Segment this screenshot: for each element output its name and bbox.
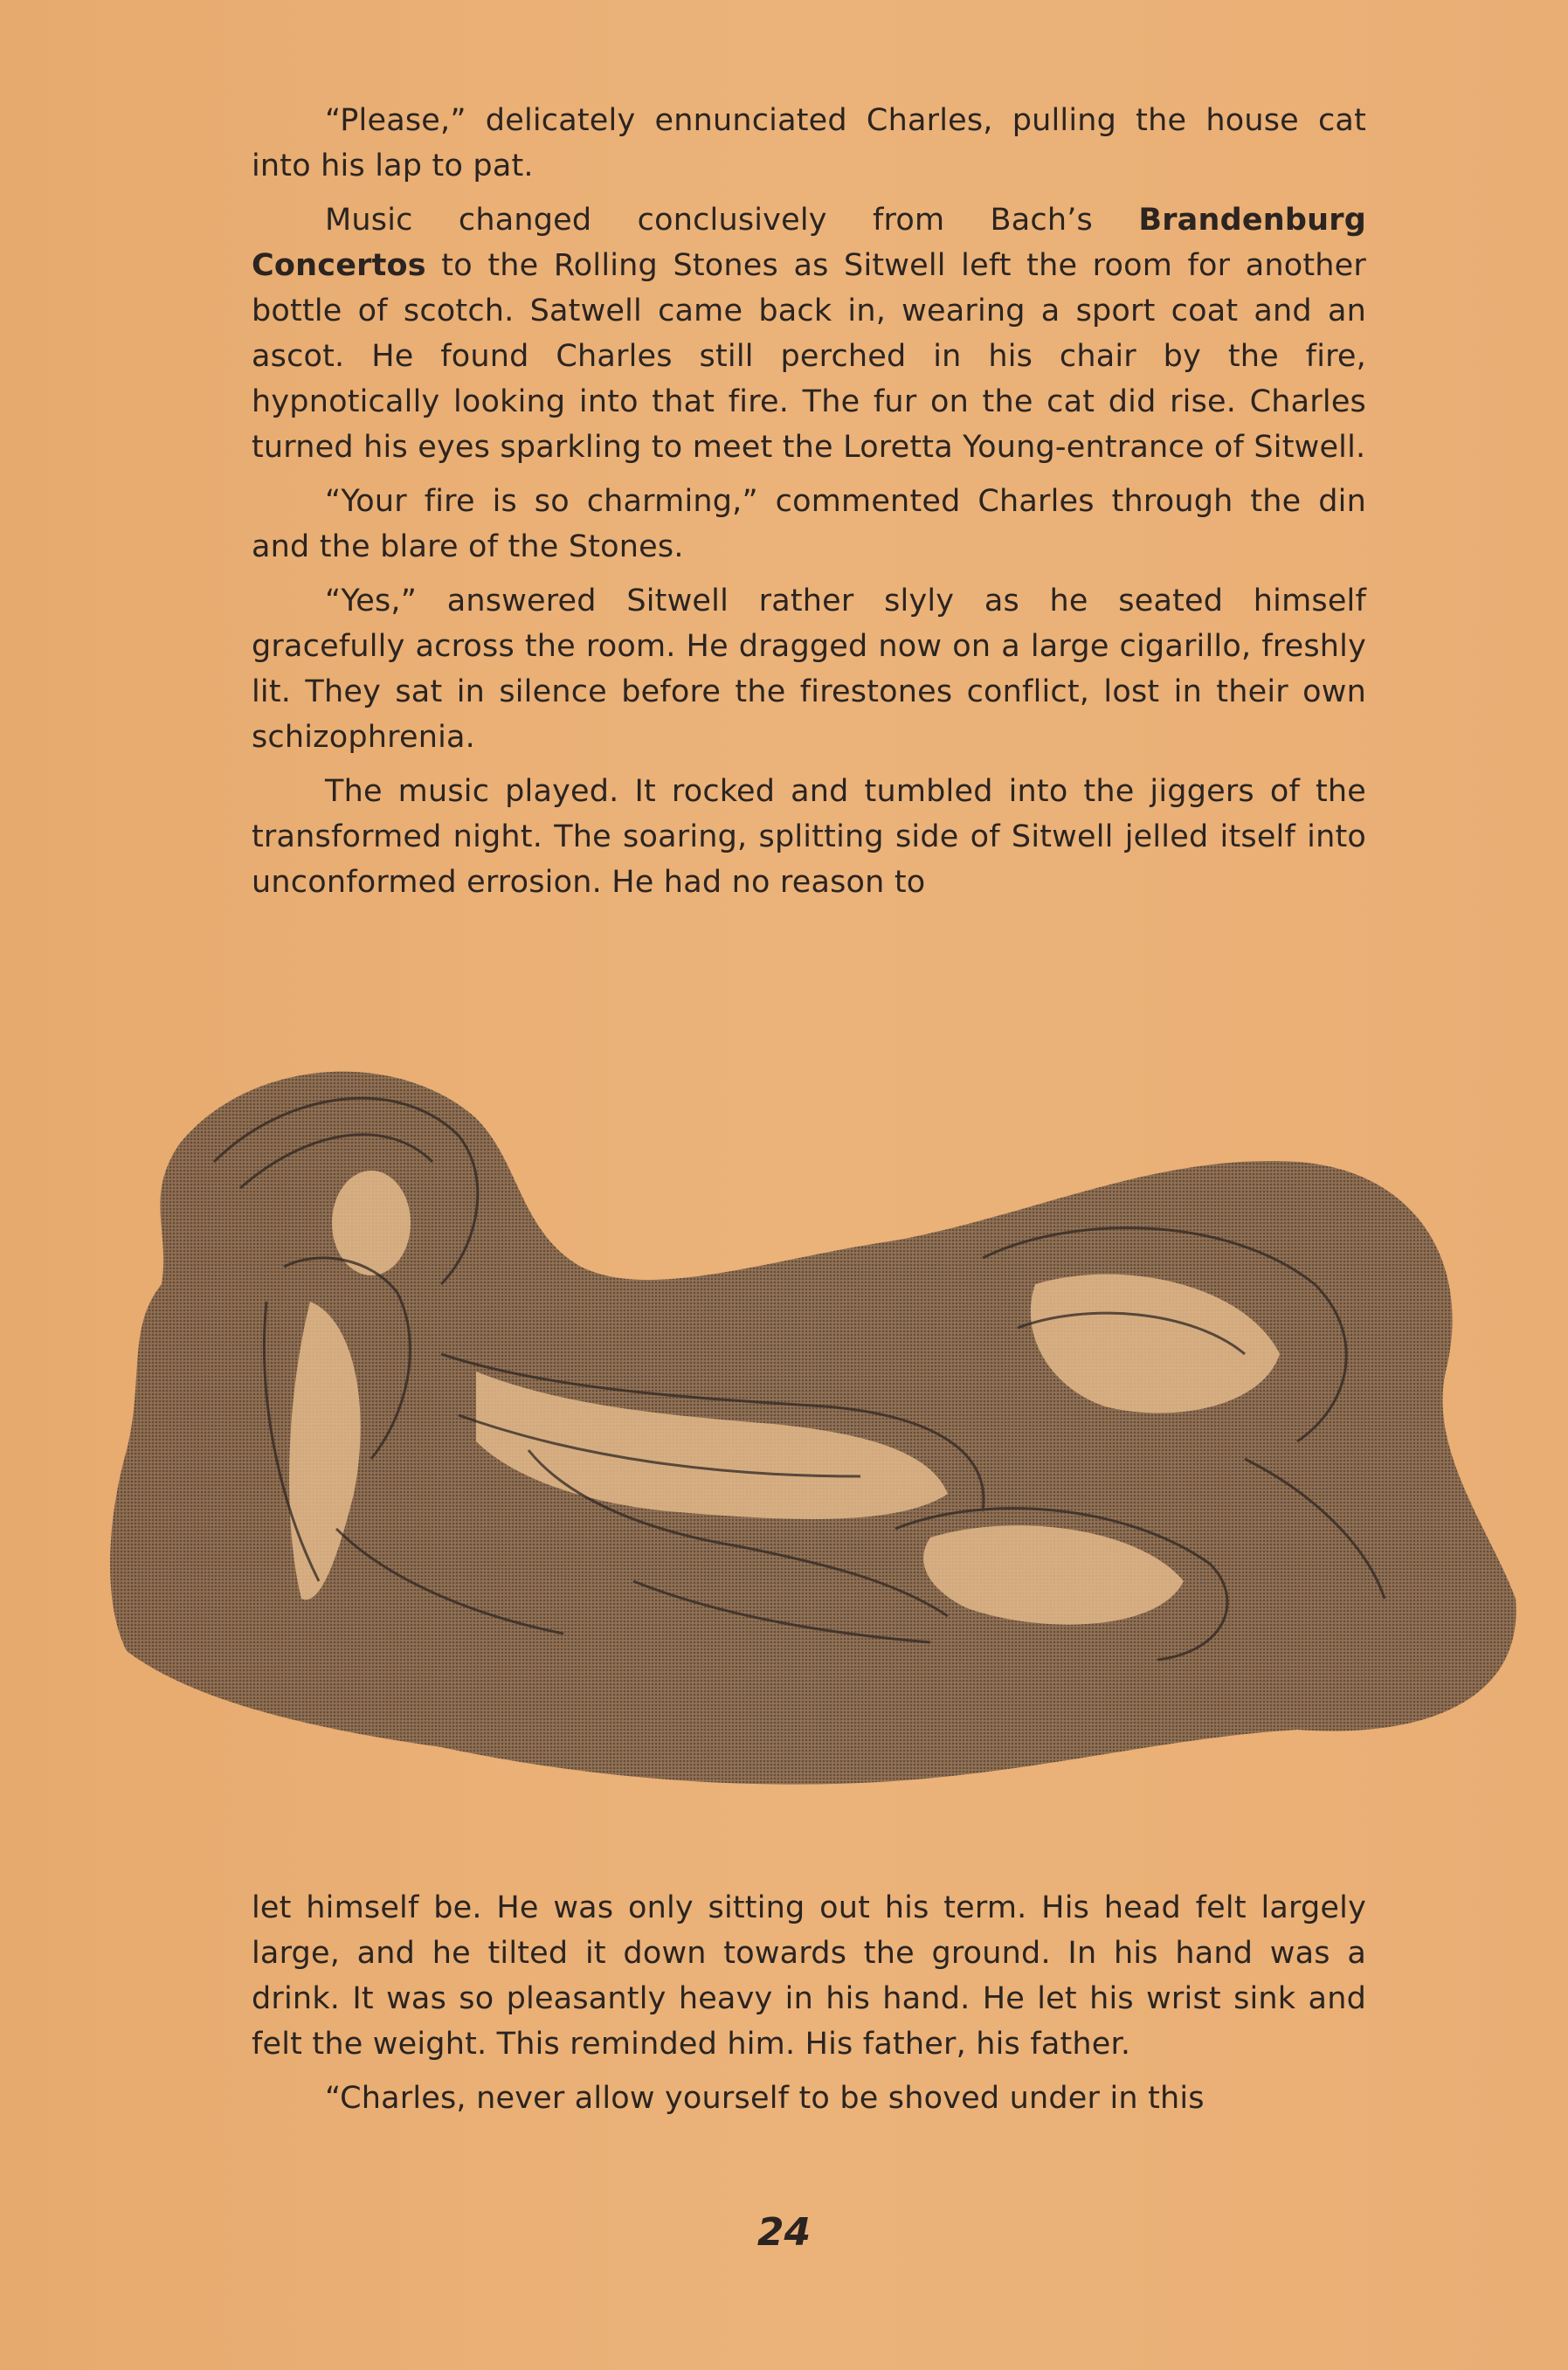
paragraph: “Please,” delicately ennunciated Charles, pulling the house cat into his lap to pat. — [252, 103, 1366, 183]
paragraph: “Your fire is so charming,” commented Charles through the din and the blare of the Stones. — [252, 484, 1366, 564]
paragraph: “Yes,” answered Sitwell rather slyly as he seated himself gracefully across the room. He dragged now on a large cigarillo, freshly lit. They sat in silence before the firestones conflict, lost in their own schizophrenia. — [252, 584, 1366, 755]
paragraph: “Charles, never allow yourself to be shoved under in this — [325, 2081, 1205, 2116]
text-block-top — [252, 98, 1366, 914]
bold-title: Brandenburg Concertos — [252, 203, 1366, 283]
paragraph-text: Music changed conclusively from Bach’s — [325, 203, 1139, 238]
text-block-bottom — [252, 1885, 1366, 2130]
paragraph — [252, 197, 1366, 470]
paragraph: The music played. It rocked and tumbled into the jiggers of the transformed night. The soaring, splitting side of Sitwell jelled itself into unconformed errosion. He had no reason to — [252, 774, 1366, 900]
reclining-figure-illustration — [109, 1040, 1524, 1808]
page-number: 24 — [756, 2210, 812, 2255]
paragraph-text: to the Rolling Stones as Sitwell left the room for another bottle of scotch. Satwell came back in, wearing a sport coat and an ascot. He found Charles still perched in his chair by the fire, hypnotically looking into that fire. The fur on the cat did rise. Charles turned his eyes sparkling to meet the Loretta Young-entrance of Sitwell. — [252, 248, 1366, 465]
paragraph: let himself be. He was only sitting out his term. His head felt largely large, and he tilted it down towards the ground. In his hand was a drink. It was so pleasantly heavy in his hand. He let his wrist sink and felt the weight. This reminded him. His father, his father. — [252, 1890, 1366, 2062]
